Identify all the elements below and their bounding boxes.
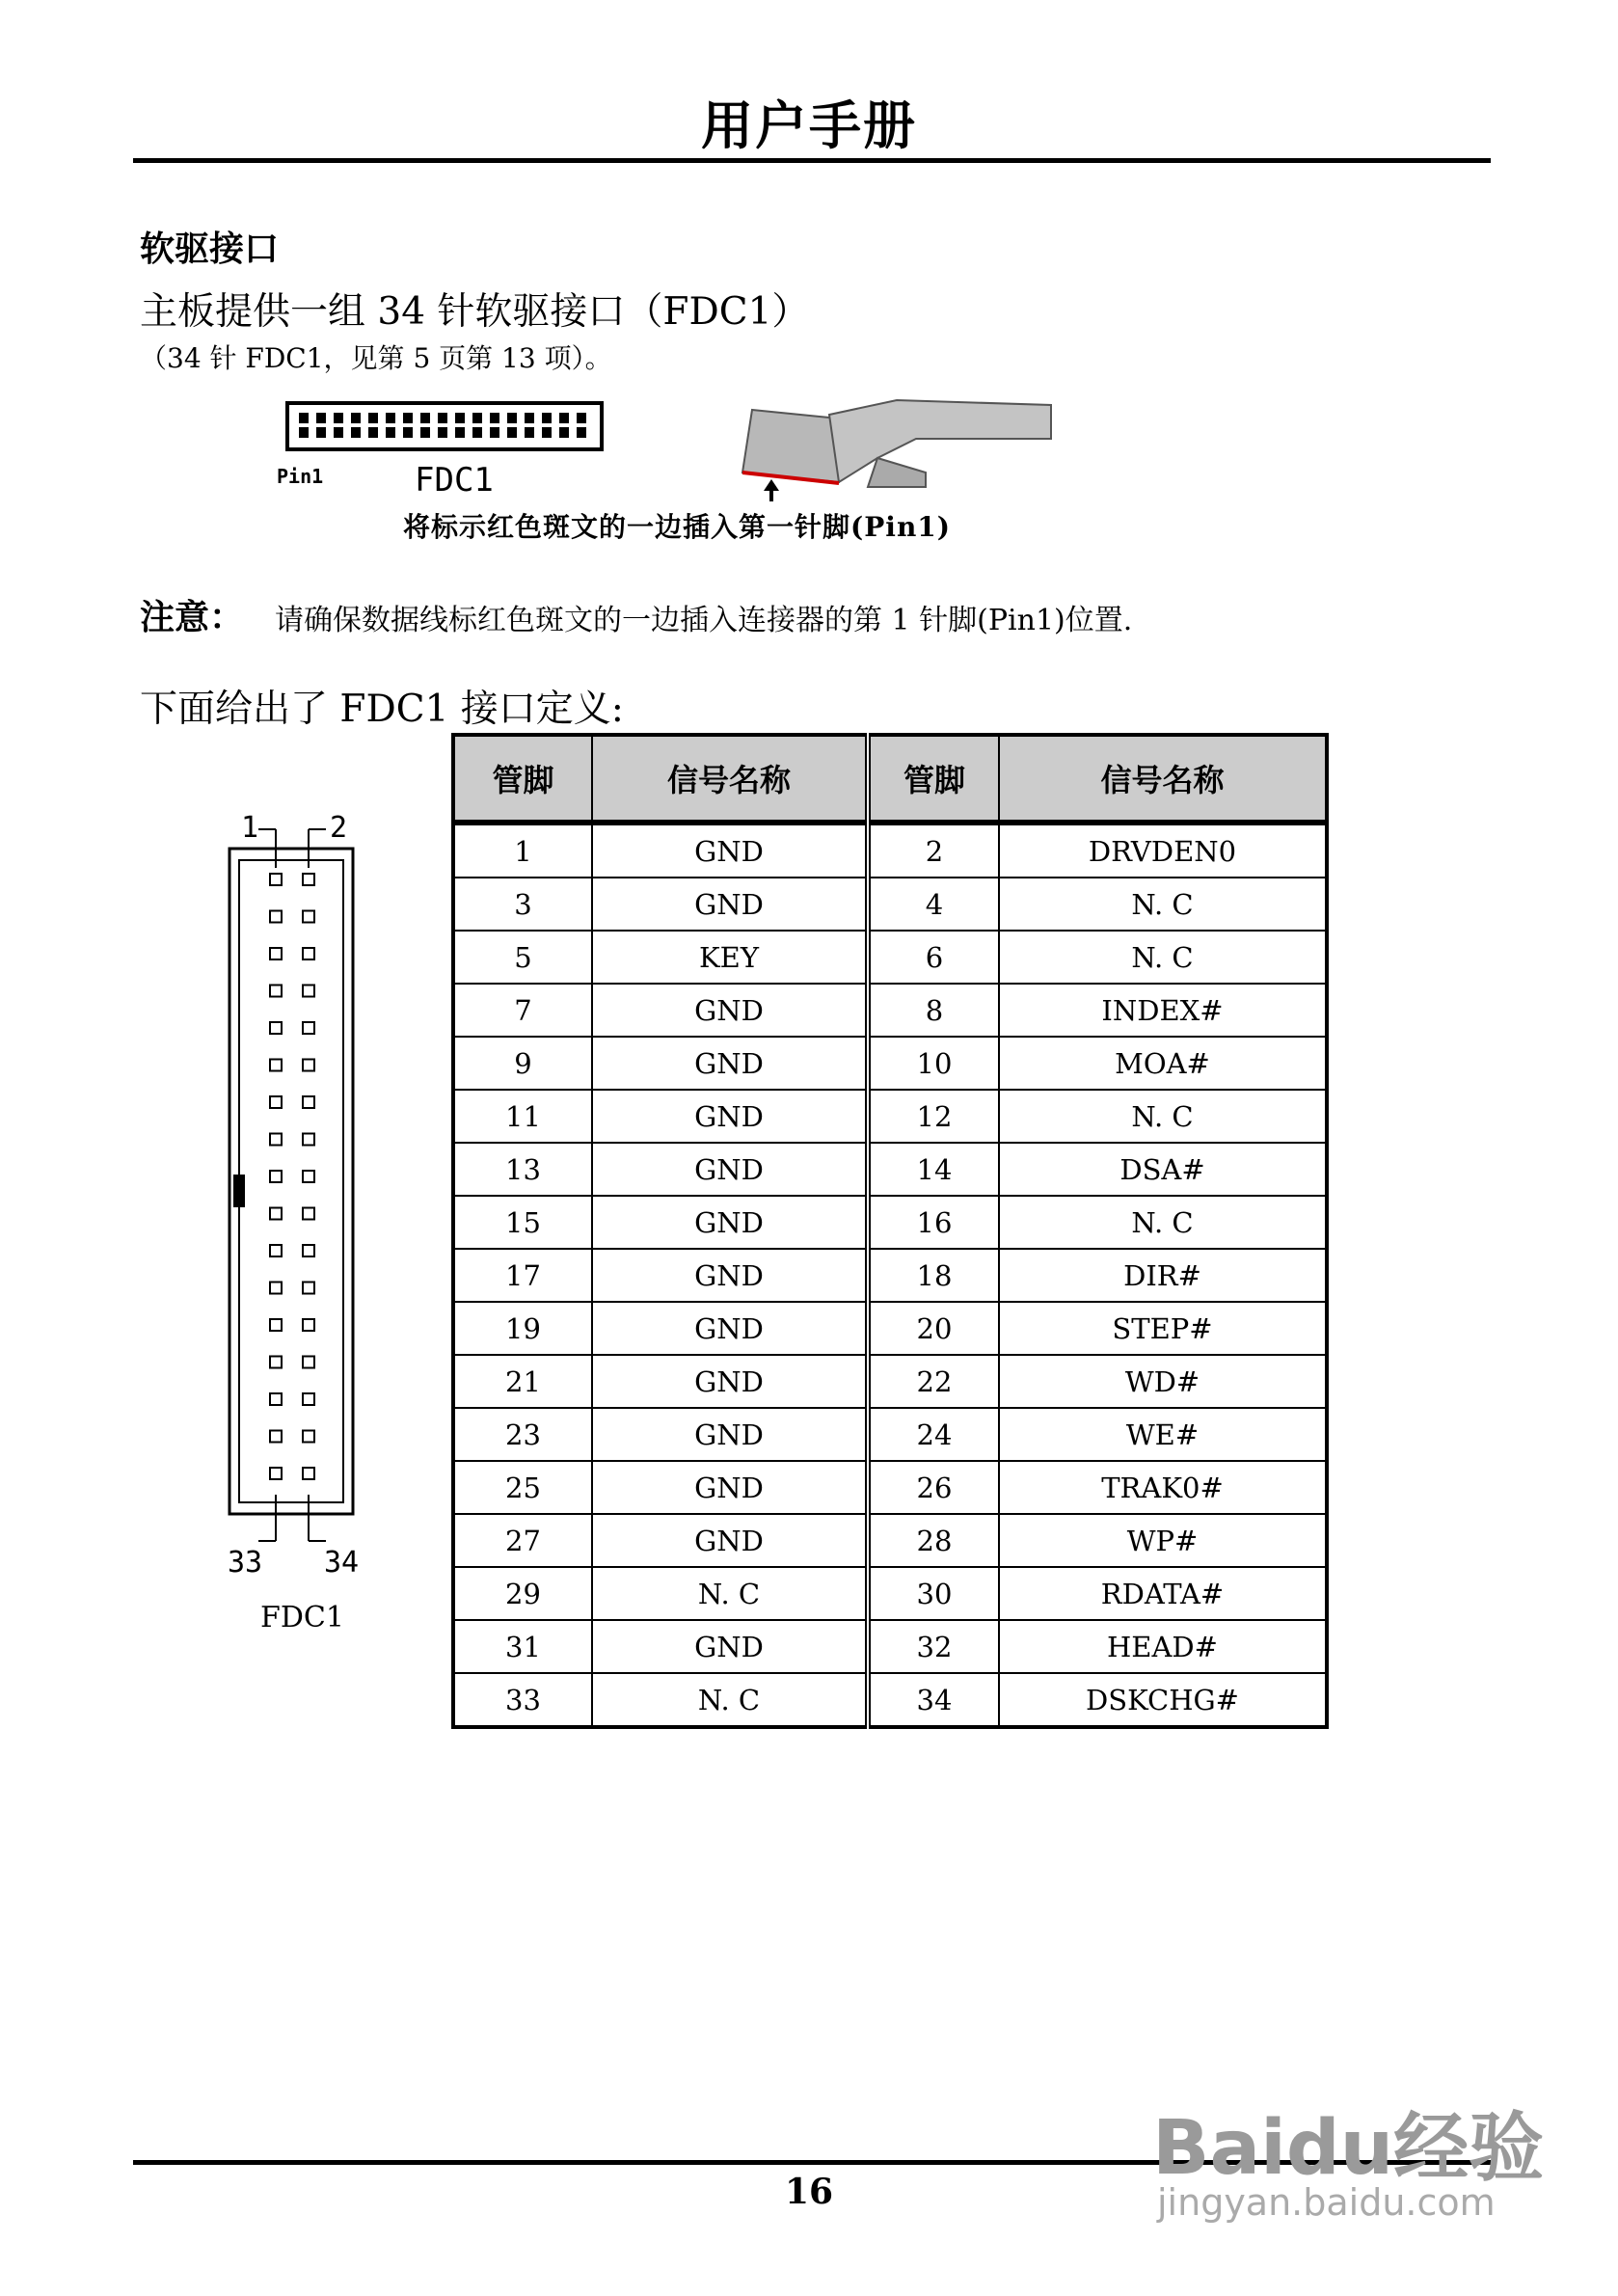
- signal-name-cell: GND: [592, 1620, 868, 1673]
- header-pin: [507, 427, 517, 438]
- table-row: [453, 1567, 1327, 1620]
- signal-name-cell: N. C: [592, 1673, 868, 1727]
- pin-number-cell: 24: [868, 1408, 999, 1461]
- signal-name-cell: WP#: [999, 1514, 1327, 1567]
- header-pin: [334, 413, 343, 423]
- diagram-pin: [270, 1208, 282, 1220]
- pin-number-cell: 10: [868, 1037, 999, 1090]
- header-pin: [542, 427, 552, 438]
- header-pin: [455, 413, 465, 423]
- header-pin: [403, 413, 413, 423]
- pin-number-cell: 17: [453, 1249, 592, 1302]
- pin-number-cell: 26: [868, 1461, 999, 1514]
- signal-name-cell: INDEX#: [999, 984, 1327, 1037]
- header-pin: [368, 427, 378, 438]
- table-row: [453, 984, 1327, 1037]
- header-pin: [351, 427, 361, 438]
- diagram-pin: [270, 1431, 282, 1443]
- diagram-pin: [303, 1319, 314, 1331]
- diagram-pin: [270, 948, 282, 959]
- diagram-pin: [270, 1134, 282, 1146]
- cable-caption: 将标示红色斑文的一边插入第一针脚(Pin1): [403, 511, 952, 543]
- diagram-pin: [303, 1060, 314, 1071]
- header-signal-left: 信号名称: [592, 735, 868, 823]
- diagram-pin: [270, 1096, 282, 1108]
- diagram-pin: [303, 1208, 314, 1220]
- header-pin: [525, 413, 534, 423]
- diagram-pin: [303, 1357, 314, 1368]
- signal-name-cell: GND: [592, 1249, 868, 1302]
- diagram-label-2: 2: [330, 811, 348, 845]
- diagram-pin: [303, 1468, 314, 1479]
- table-row: [453, 1461, 1327, 1514]
- signal-name-cell: WE#: [999, 1408, 1327, 1461]
- pin-number-cell: 22: [868, 1355, 999, 1408]
- table-row: [453, 1514, 1327, 1567]
- header-pin: [334, 427, 343, 438]
- header-signal-right: 信号名称: [999, 735, 1327, 823]
- signal-name-cell: N. C: [999, 878, 1327, 931]
- table-row: [453, 1249, 1327, 1302]
- pin-number-cell: 29: [453, 1567, 592, 1620]
- signal-name-cell: GND: [592, 1037, 868, 1090]
- fdc1-pin-diagram: [220, 810, 384, 1591]
- page-number: 16: [784, 2172, 834, 2212]
- note-text: 请确保数据线标红色斑文的一边插入连接器的第 1 针脚(Pin1)位置.: [275, 604, 1133, 637]
- header-pin: [403, 427, 413, 438]
- header-pin: [525, 427, 534, 438]
- diagram-pin: [270, 1283, 282, 1294]
- signal-name-cell: GND: [592, 984, 868, 1037]
- diagram-pin: [303, 1393, 314, 1405]
- location-note: （34 针 FDC1，见第 5 页第 13 项）。: [140, 342, 612, 374]
- header-pin-left: 管脚: [453, 735, 592, 823]
- diagram-pin: [303, 1022, 314, 1034]
- pin-number-cell: 14: [868, 1143, 999, 1196]
- signal-name-cell: GND: [592, 1302, 868, 1355]
- connector-label: FDC1: [415, 461, 494, 500]
- table-row: [453, 1302, 1327, 1355]
- pin-number-cell: 33: [453, 1673, 592, 1727]
- watermark-url: jingyan.baidu.com: [1157, 2181, 1496, 2224]
- header-pin: [438, 427, 447, 438]
- header-pin: [455, 427, 465, 438]
- table-row: [453, 1196, 1327, 1249]
- pin-number-cell: 3: [453, 878, 592, 931]
- pin-number-cell: 16: [868, 1196, 999, 1249]
- pin-number-cell: 9: [453, 1037, 592, 1090]
- watermark-logo: Baidu经验: [1152, 2105, 1545, 2192]
- header-pin: [542, 413, 552, 423]
- definition-title: 下面给出了 FDC1 接口定义:: [140, 688, 624, 731]
- table-row: [453, 823, 1327, 878]
- signal-name-cell: N. C: [999, 1090, 1327, 1143]
- section-title: 软驱接口: [140, 230, 280, 269]
- signal-name-cell: N. C: [592, 1567, 868, 1620]
- pin-number-cell: 21: [453, 1355, 592, 1408]
- header-pin: [386, 427, 395, 438]
- table-row: [453, 931, 1327, 984]
- diagram-pin: [270, 874, 282, 885]
- pin-number-cell: 2: [868, 823, 999, 878]
- header-pin: [472, 413, 482, 423]
- diagram-label-34: 34: [324, 1546, 360, 1580]
- diagram-pin: [303, 911, 314, 923]
- header-pin: [316, 427, 326, 438]
- diagram-pin: [270, 1357, 282, 1368]
- signal-name-cell: STEP#: [999, 1302, 1327, 1355]
- signal-name-cell: N. C: [999, 931, 1327, 984]
- header-pin: [316, 413, 326, 423]
- signal-name-cell: HEAD#: [999, 1620, 1327, 1673]
- diagram-pin: [270, 1393, 282, 1405]
- signal-name-cell: DIR#: [999, 1249, 1327, 1302]
- pin-number-cell: 32: [868, 1620, 999, 1673]
- signal-name-cell: GND: [592, 1461, 868, 1514]
- pin-number-cell: 18: [868, 1249, 999, 1302]
- table-row: [453, 1037, 1327, 1090]
- signal-name-cell: GND: [592, 878, 868, 931]
- signal-name-cell: WD#: [999, 1355, 1327, 1408]
- pin-number-cell: 6: [868, 931, 999, 984]
- signal-name-cell: GND: [592, 1196, 868, 1249]
- pin-number-cell: 11: [453, 1090, 592, 1143]
- diagram-pin: [270, 1060, 282, 1071]
- pin-number-cell: 8: [868, 984, 999, 1037]
- key-notch: [233, 1175, 245, 1207]
- signal-name-cell: GND: [592, 1514, 868, 1567]
- diagram-pin: [303, 874, 314, 885]
- signal-name-cell: DSKCHG#: [999, 1673, 1327, 1727]
- pin-number-cell: 30: [868, 1567, 999, 1620]
- diagram-pin: [270, 1171, 282, 1182]
- pin-number-cell: 19: [453, 1302, 592, 1355]
- diagram-pin: [303, 1171, 314, 1182]
- diagram-pin: [303, 986, 314, 997]
- table-row: [453, 1355, 1327, 1408]
- diagram-pin: [303, 1283, 314, 1294]
- pin-definition-table: [451, 733, 1329, 1729]
- diagram-pin: [270, 1245, 282, 1256]
- diagram-pin: [303, 948, 314, 959]
- pin1-label: Pin1: [277, 465, 324, 488]
- signal-name-cell: DSA#: [999, 1143, 1327, 1196]
- header-pin: [559, 427, 569, 438]
- signal-name-cell: DRVDEN0: [999, 823, 1327, 878]
- signal-name-cell: GND: [592, 1408, 868, 1461]
- page-title: 用户手册: [701, 95, 917, 156]
- header-pin: [577, 427, 586, 438]
- signal-name-cell: GND: [592, 823, 868, 878]
- signal-name-cell: GND: [592, 1090, 868, 1143]
- pin-number-cell: 25: [453, 1461, 592, 1514]
- header-pin: [299, 413, 309, 423]
- signal-name-cell: MOA#: [999, 1037, 1327, 1090]
- signal-name-cell: RDATA#: [999, 1567, 1327, 1620]
- signal-name-cell: N. C: [999, 1196, 1327, 1249]
- pin-number-cell: 31: [453, 1620, 592, 1673]
- pin-number-cell: 28: [868, 1514, 999, 1567]
- table-row: [453, 1673, 1327, 1727]
- header-pin: [351, 413, 361, 423]
- pin-number-cell: 20: [868, 1302, 999, 1355]
- diagram-pin: [303, 1245, 314, 1256]
- header-pin: [420, 413, 430, 423]
- note-label: 注意：: [140, 598, 245, 637]
- pin-number-cell: 23: [453, 1408, 592, 1461]
- diagram-label-1: 1: [241, 811, 259, 845]
- table-row: [453, 1090, 1327, 1143]
- diagram-caption: FDC1: [260, 1601, 344, 1634]
- header-pin: [490, 427, 499, 438]
- header-pin: [559, 413, 569, 423]
- table-row: [453, 1143, 1327, 1196]
- signal-name-cell: GND: [592, 1143, 868, 1196]
- header-pin: [577, 413, 586, 423]
- signal-name-cell: KEY: [592, 931, 868, 984]
- diagram-pin: [303, 1431, 314, 1443]
- header-pin-right: 管脚: [868, 735, 999, 823]
- header-pin: [438, 413, 447, 423]
- table-row: [453, 1620, 1327, 1673]
- header-pin: [490, 413, 499, 423]
- diagram-pin: [270, 1022, 282, 1034]
- fdc1-header-pins: [295, 411, 594, 440]
- ribbon-cable-image: [733, 391, 1061, 516]
- diagram-pin: [303, 1134, 314, 1146]
- intro-text: 主板提供一组 34 针软驱接口（FDC1）: [140, 290, 810, 334]
- table-row: [453, 878, 1327, 931]
- pin-number-cell: 13: [453, 1143, 592, 1196]
- header-rule: [133, 158, 1491, 163]
- header-pin: [368, 413, 378, 423]
- pin-number-cell: 15: [453, 1196, 592, 1249]
- header-pin: [299, 427, 309, 438]
- table-header-row: [453, 735, 1327, 823]
- pin-number-cell: 12: [868, 1090, 999, 1143]
- pin-number-cell: 7: [453, 984, 592, 1037]
- pin-number-cell: 5: [453, 931, 592, 984]
- diagram-pin: [270, 911, 282, 923]
- diagram-pin: [270, 1319, 282, 1331]
- table-row: [453, 1408, 1327, 1461]
- diagram-pin: [270, 1468, 282, 1479]
- header-pin: [507, 413, 517, 423]
- pin-number-cell: 34: [868, 1673, 999, 1727]
- pin-number-cell: 27: [453, 1514, 592, 1567]
- header-pin: [386, 413, 395, 423]
- header-pin: [472, 427, 482, 438]
- pin-number-cell: 1: [453, 823, 592, 878]
- header-pin: [420, 427, 430, 438]
- signal-name-cell: GND: [592, 1355, 868, 1408]
- diagram-pin: [270, 986, 282, 997]
- pin-number-cell: 4: [868, 878, 999, 931]
- diagram-label-33: 33: [228, 1546, 263, 1580]
- diagram-pin: [303, 1096, 314, 1108]
- signal-name-cell: TRAK0#: [999, 1461, 1327, 1514]
